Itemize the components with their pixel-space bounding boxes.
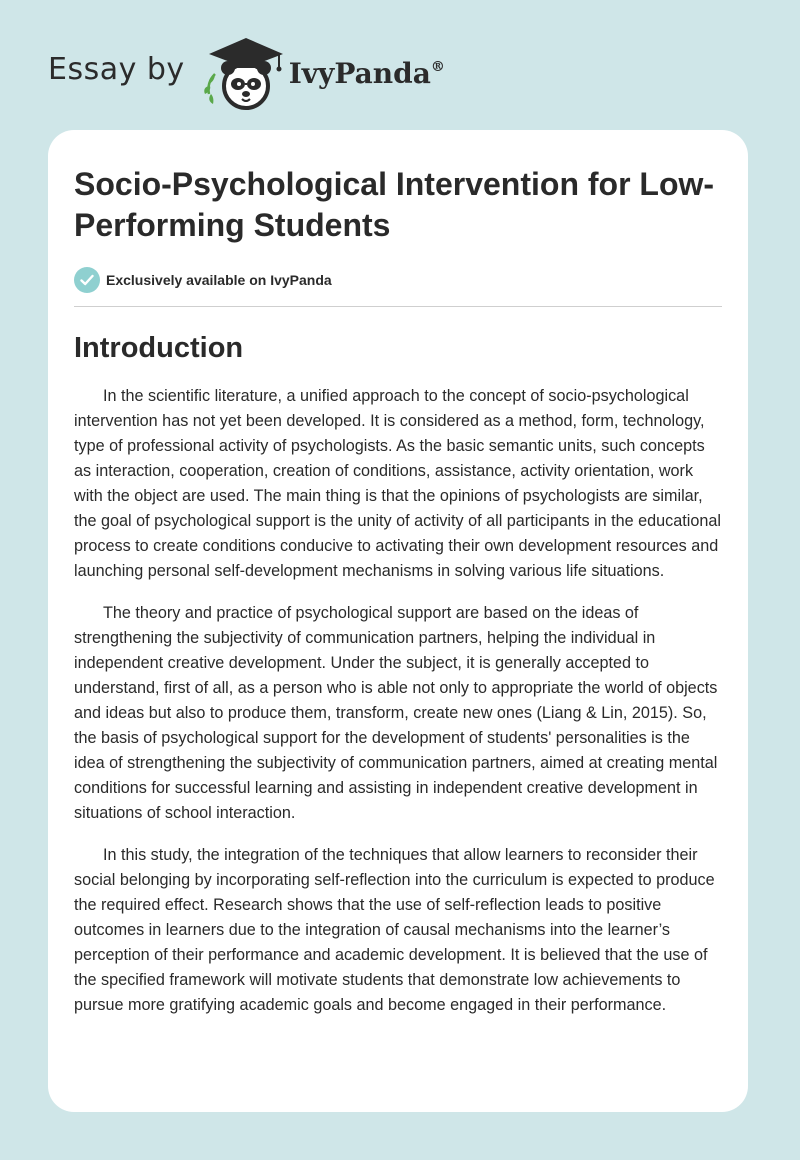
brand-name[interactable] [289,57,445,90]
registered-mark: ® [430,58,445,75]
essay-by-label: Essay by [48,51,185,87]
site-header [48,34,445,110]
brand-name-text: IvyPanda [288,56,431,90]
exclusive-badge [74,266,722,294]
title-divider [74,306,722,307]
check-circle-icon [74,267,100,293]
essay-card [48,130,748,1112]
paragraph: In the scientific literature, a unified approach to the concept of socio-psychological intervention has not yet been developed. It is considered as a method, form, technology, type of professional activity of psychologists. As the basic semantic units, such concepts as interaction, cooperation, creation of conditions, assistance, activity orientation, work with the object are used. The main thing is that the opinions of psychologists are similar, the goal of psychological support is the unity of activity of all participants in the educational process to create conditions conducive to activating their own development resources and launching personal self-development mechanisms in solving various life situations. [74,387,721,580]
exclusive-badge-label: Exclusively available on IvyPanda [106,272,332,288]
panda-graduation-cap-icon[interactable] [199,34,285,110]
paragraph: In this study, the integration of the techniques that allow learners to reconsider their social belonging by incorporating self-reflection into the curriculum is expected to produce the required effect. Research shows that the use of self-reflection leads to positive outcomes in learners due to the integration of causal mechanisms into the learner’s perception of their performance and academic development. It is believed that the use of the specified framework will motivate students that demonstrate low achievements to pursue more gratifying academic goals and become engaged in their performance. [74,846,715,1014]
page-title: Socio-Psychological Intervention for Low-Performing Students [74,166,715,243]
section-heading-introduction: Introduction [74,332,244,364]
paragraph: The theory and practice of psychological support are based on the ideas of strengthening the subjectivity of communication partners, helping the individual in independent creative development. Under the subject, it is generally accepted to understand, first of all, as a person who is able not only to appropriate the world of objects and ideas but also to produce them, transform, create new ones (Liang & Lin, 2015). So, the basis of psychological support for the development of students' personalities is the idea of strengthening the subjectivity of communication partners, aimed at creating mental conditions for successful learning and assisting in independent creative development in situations of school interaction. [74,604,718,822]
essay-content [74,164,722,1018]
